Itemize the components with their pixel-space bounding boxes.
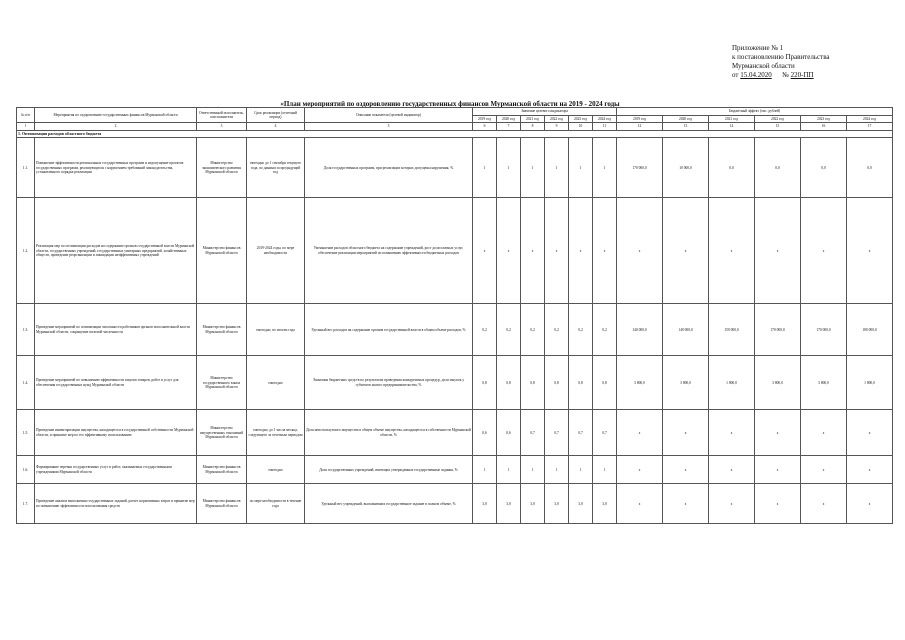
column-number: 5	[305, 123, 473, 131]
header-target-group: Значение целевого индикатора	[473, 108, 617, 116]
row-effect-value: 170 000,0	[755, 304, 801, 356]
row-target-value: 0,6	[497, 410, 521, 456]
row-target-value: х	[545, 198, 569, 304]
row-responsible: Министерство финансов Мурманской области	[197, 456, 247, 484]
row-effect-value: х	[617, 410, 663, 456]
column-number: 13	[663, 123, 709, 131]
row-effect-value: 170 000,0	[801, 304, 847, 356]
row-effect-value: 3 800,0	[801, 356, 847, 410]
row-term: 2019-2024 годы, по мере необходимости	[247, 198, 305, 304]
row-responsible: Министерство финансов Мурманской области	[197, 304, 247, 356]
row-effect-value: х	[847, 410, 893, 456]
row-target-value: 0,8	[521, 356, 545, 410]
header-measure: Мероприятия по оздоровлению государственных финансов Мурманской области	[35, 108, 197, 123]
row-target-value: 0,8	[473, 356, 497, 410]
section-title: 1. Оптимизация расходов областного бюджета	[17, 130, 893, 138]
row-term: ежегодно до 1 сентября текущего года, по данным за предыдущий год	[247, 138, 305, 198]
appendix-line-3: Мурманской области	[732, 62, 795, 70]
header-target-year: 2021 год	[521, 115, 545, 123]
table-row	[17, 198, 893, 304]
row-effect-value: х	[709, 198, 755, 304]
column-number: 2	[35, 123, 197, 131]
row-target-value: 1	[473, 138, 497, 198]
column-number: 15	[755, 123, 801, 131]
row-responsible: Министерство экономического развития Мурманской области	[197, 138, 247, 198]
row-effect-value: х	[663, 198, 709, 304]
column-number: 12	[617, 123, 663, 131]
row-number: 1.4.	[17, 356, 35, 410]
header-effect-year: 2021 год	[709, 115, 755, 123]
row-measure: Формирование перечня государственных услуг и работ, оказываемых государственными учреждениями Мурманской области	[35, 456, 197, 484]
column-number: 1	[17, 123, 35, 131]
header-effect-year: 2022 год	[755, 115, 801, 123]
row-effect-value: х	[709, 484, 755, 524]
column-number: 6	[473, 123, 497, 131]
row-target-value: 0,7	[593, 410, 617, 456]
row-effect-value: 0,0	[847, 138, 893, 198]
row-target-value: 1	[593, 456, 617, 484]
row-target-value: х	[593, 198, 617, 304]
row-target-value: 3,0	[593, 484, 617, 524]
row-target-value: 0,2	[497, 304, 521, 356]
row-target-value: 0,8	[593, 356, 617, 410]
row-indicator: Экономия бюджетных средств по результатам проведения конкурентных процедур, доля закупок у субъектов малого предпринимательства, %	[305, 356, 473, 410]
row-measure: Проведение инвентаризации имущества, находящегося в государственной собственности Мурманской области, и принятие мер по его эффективному использованию	[35, 410, 197, 456]
appendix-number: 220-ПП	[790, 71, 814, 79]
header-effect-year: 2019 год	[617, 115, 663, 123]
row-effect-value: х	[755, 456, 801, 484]
header-effect-year: 2020 год	[663, 115, 709, 123]
column-number: 14	[709, 123, 755, 131]
row-effect-value: 0,0	[801, 138, 847, 198]
row-effect-value: 150 000,0	[709, 304, 755, 356]
header-responsible: Ответственный исполнитель, соисполнители	[197, 108, 247, 123]
column-number: 4	[247, 123, 305, 131]
row-target-value: 3,0	[497, 484, 521, 524]
row-indicator: Удельный вес учреждений, выполнивших государственное задание в полном объеме, %	[305, 484, 473, 524]
row-target-value: х	[497, 198, 521, 304]
header-effect-year: 2024 год	[847, 115, 893, 123]
row-term: ежегодно, до 1 числа месяца, следующего за отчетным периодом	[247, 410, 305, 456]
row-indicator: Удельный вес расходов на содержание органов государственной власти в общем объеме расходов, %	[305, 304, 473, 356]
row-number: 1.1.	[17, 138, 35, 198]
table-row	[17, 456, 893, 484]
row-number: 1.3.	[17, 304, 35, 356]
column-number: 9	[545, 123, 569, 131]
row-responsible: Министерство финансов Мурманской области	[197, 484, 247, 524]
row-effect-value: х	[709, 456, 755, 484]
row-effect-value: х	[617, 456, 663, 484]
row-responsible: Министерство имущественных отношений Мурманской области	[197, 410, 247, 456]
row-measure: Проведение мероприятий по повышению эффективности закупок товаров, работ и услуг для обеспечения государственных нужд Мурманской области	[35, 356, 197, 410]
column-number: 8	[521, 123, 545, 131]
row-target-value: 1	[497, 456, 521, 484]
table-row	[17, 356, 893, 410]
row-target-value: 1	[545, 456, 569, 484]
row-effect-value: 10 000,0	[663, 138, 709, 198]
row-term: ежегодно	[247, 356, 305, 410]
row-effect-value: х	[801, 198, 847, 304]
table-row	[17, 138, 893, 198]
row-effect-value: 140 000,0	[663, 304, 709, 356]
row-target-value: х	[473, 198, 497, 304]
row-effect-value: х	[847, 198, 893, 304]
row-target-value: 0,7	[521, 410, 545, 456]
row-target-value: 0,2	[473, 304, 497, 356]
row-effect-value: х	[755, 410, 801, 456]
row-number: 1.5.	[17, 410, 35, 456]
row-target-value: 1	[545, 138, 569, 198]
row-target-value: 0,8	[497, 356, 521, 410]
row-target-value: х	[521, 198, 545, 304]
header-effect-year: 2023 год	[801, 115, 847, 123]
table-row	[17, 304, 893, 356]
header-target-year: 2022 год	[545, 115, 569, 123]
plan-table	[16, 107, 893, 524]
header-target-year: 2024 год	[593, 115, 617, 123]
row-target-value: 3,0	[473, 484, 497, 524]
row-indicator: Доля государственных учреждений, имеющих утвержденные государственные задания, %	[305, 456, 473, 484]
row-measure: Реализация мер по оптимизации расходов на содержание органов государственной власти Мурманской области, государственных учреждений, государственных унитарных предприятий, хозяйственных обществ, проведение реорганизации и ликвидации неэффективных учреждений	[35, 198, 197, 304]
row-effect-value: 3 800,0	[617, 356, 663, 410]
row-number: 1.2.	[17, 198, 35, 304]
table-row	[17, 484, 893, 524]
column-number: 11	[593, 123, 617, 131]
row-target-value: 0,2	[569, 304, 593, 356]
date-prefix: от	[732, 71, 739, 79]
row-effect-value: 0,0	[709, 138, 755, 198]
row-term: ежегодно	[247, 456, 305, 484]
row-effect-value: х	[755, 198, 801, 304]
row-effect-value: 140 000,0	[617, 304, 663, 356]
row-measure: Проведение анализа выполнения государственных заданий, расчет нормативных затрат и принятие мер по повышению эффективности использования средств	[35, 484, 197, 524]
row-target-value: 0,2	[545, 304, 569, 356]
row-effect-value: х	[617, 198, 663, 304]
row-target-value: 0,8	[569, 356, 593, 410]
row-measure: Проведение мероприятий по оптимизации численности работников органов исполнительной власти Мурманской области, сокращение штатной численности	[35, 304, 197, 356]
row-target-value: 0,6	[473, 410, 497, 456]
header-target-year: 2019 год	[473, 115, 497, 123]
row-effect-value: 0,0	[755, 138, 801, 198]
row-indicator: Доля неиспользуемого имущества в общем объеме имущества, находящегося в собственности Мурманской области, %	[305, 410, 473, 456]
row-indicator: Доля государственных программ, при реализации которых допущены нарушения, %	[305, 138, 473, 198]
row-target-value: 0,8	[545, 356, 569, 410]
row-effect-value: х	[617, 484, 663, 524]
row-effect-value: х	[801, 410, 847, 456]
row-effect-value: 170 000,0	[617, 138, 663, 198]
header-target-year: 2020 год	[497, 115, 521, 123]
column-number: 7	[497, 123, 521, 131]
row-target-value: х	[569, 198, 593, 304]
column-number: 16	[801, 123, 847, 131]
row-effect-value: х	[663, 456, 709, 484]
row-effect-value: х	[847, 456, 893, 484]
row-target-value: 1	[473, 456, 497, 484]
row-target-value: 3,0	[545, 484, 569, 524]
row-target-value: 1	[569, 456, 593, 484]
row-indicator: Уменьшение расходов областного бюджета на содержание учреждений, рост доли платных услуг, обеспечение реализации мероприятий по повышению эффективности бюджетных расходов	[305, 198, 473, 304]
row-effect-value: х	[847, 484, 893, 524]
row-number: 1.6.	[17, 456, 35, 484]
row-target-value: 0,2	[593, 304, 617, 356]
row-target-value: 1	[593, 138, 617, 198]
row-effect-value: х	[663, 484, 709, 524]
table-row	[17, 410, 893, 456]
appendix-date-line	[732, 71, 830, 80]
row-target-value: 3,0	[569, 484, 593, 524]
column-number: 17	[847, 123, 893, 131]
row-target-value: 0,2	[521, 304, 545, 356]
row-effect-value: 3 800,0	[755, 356, 801, 410]
row-target-value: 0,7	[569, 410, 593, 456]
header-effect-group: Бюджетный эффект (тыс. рублей)	[617, 108, 893, 116]
row-target-value: 1	[521, 456, 545, 484]
appendix-line-2: к постановлению Правительства	[732, 53, 830, 61]
row-responsible: Министерство финансов Мурманской области	[197, 198, 247, 304]
row-effect-value: 3 800,0	[663, 356, 709, 410]
header-term: Срок реализации (отчетный период)	[247, 108, 305, 123]
row-target-value: 1	[521, 138, 545, 198]
header-indicator: Описание показателя (целевой индикатор)	[305, 108, 473, 123]
header-num: № п/п	[17, 108, 35, 123]
appendix-date: 15.04.2020	[740, 71, 772, 79]
row-target-value: 0,7	[545, 410, 569, 456]
row-effect-value: 1 800,0	[709, 356, 755, 410]
row-effect-value: 180 000,0	[847, 304, 893, 356]
appendix-block	[732, 44, 830, 80]
document-title: «План мероприятий по оздоровлению государственных финансов Мурманской области на 2019 - 2024 годы	[280, 100, 620, 108]
row-measure: Повышение эффективности региональных государственных программ и недопущение проектов государственных программ, реализующихся с нарушением требований законодательства, установленного порядка реализации	[35, 138, 197, 198]
number-prefix: №	[782, 71, 789, 79]
row-effect-value: х	[801, 456, 847, 484]
column-number: 10	[569, 123, 593, 131]
row-responsible: Министерство государственного заказа Мурманской области	[197, 356, 247, 410]
appendix-line-1: Приложение № 1	[732, 44, 784, 52]
row-term: ежегодно, по итогам года	[247, 304, 305, 356]
row-target-value: 1	[569, 138, 593, 198]
row-effect-value: х	[755, 484, 801, 524]
row-term: по мере необходимости в течение года	[247, 484, 305, 524]
row-effect-value: 1 800,0	[847, 356, 893, 410]
row-effect-value: х	[801, 484, 847, 524]
column-number: 3	[197, 123, 247, 131]
header-target-year: 2023 год	[569, 115, 593, 123]
row-effect-value: х	[663, 410, 709, 456]
row-target-value: 1	[497, 138, 521, 198]
row-number: 1.7.	[17, 484, 35, 524]
row-effect-value: х	[709, 410, 755, 456]
row-target-value: 3,0	[521, 484, 545, 524]
